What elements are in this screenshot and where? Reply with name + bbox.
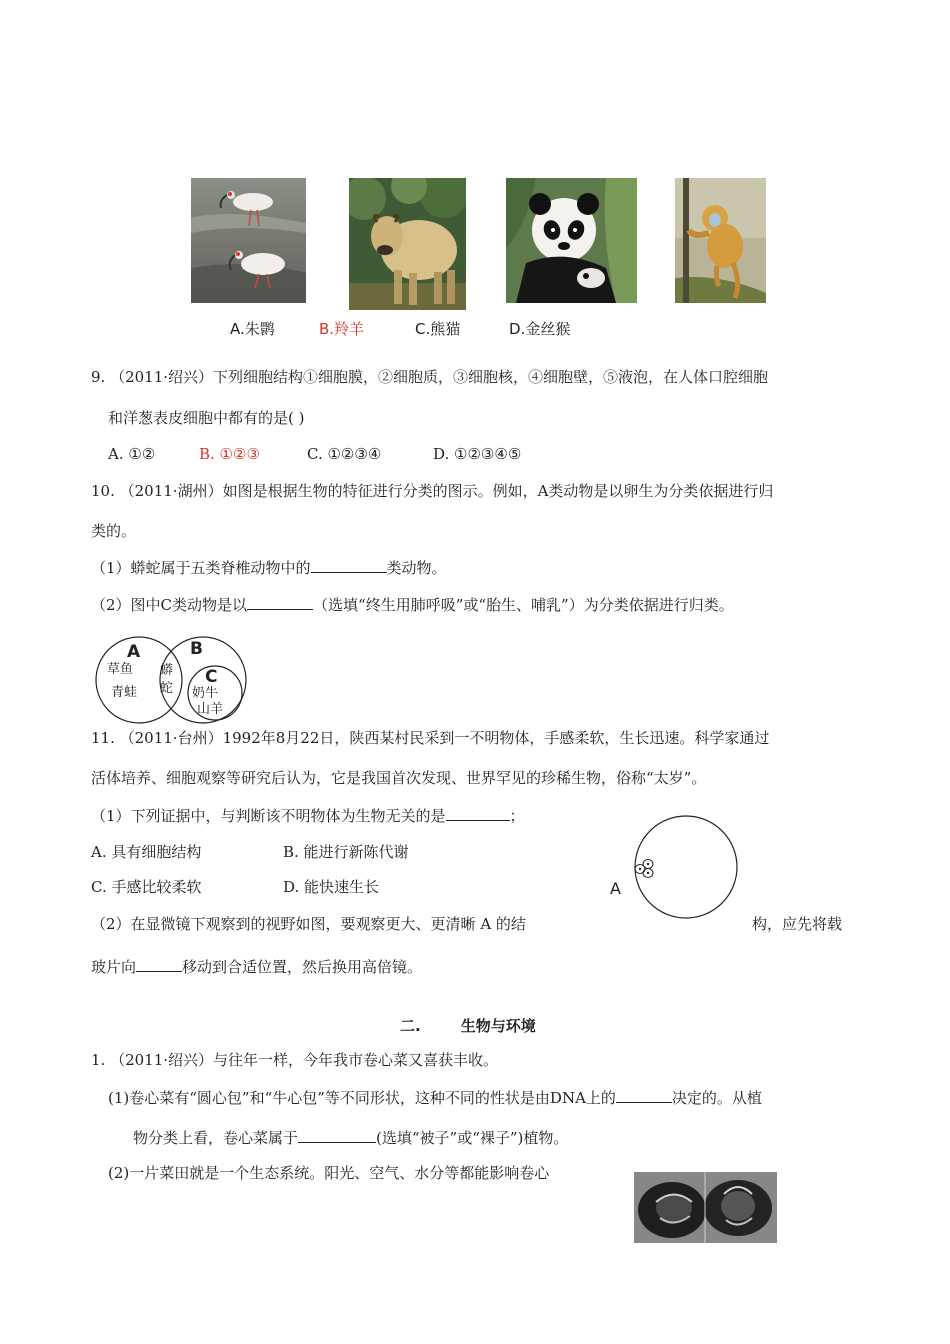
q11-stem-line1: 11. （2011·台州）1992年8月22日，陕西某村民采到一不明物体，手感柔软，生长迅速。科学家通过 [91, 729, 770, 747]
venn-label-b: B [190, 639, 203, 659]
q11-option-c: C. 手感比较柔软 [91, 878, 202, 896]
section2-heading [400, 1016, 536, 1036]
photo-cabbage [634, 1172, 777, 1243]
q9-option-a: A. ①② [108, 445, 156, 463]
s2q1-sub2: (2)一片菜田就是一个生态系统。阳光、空气、水分等都能影响卷心 [108, 1164, 550, 1182]
q10-stem-line1: 10. （2011·湖州）如图是根据生物的特征进行分类的图示。例如，A类动物是以卵生为分类依据进行归 [91, 482, 774, 500]
section2-number: 二. [400, 1017, 421, 1035]
q11-option-b: B. 能进行新陈代谢 [283, 843, 409, 861]
venn-label-c: C [205, 667, 218, 687]
s2q1-sub1-prefix: (1)卷心菜有“圆心包”和“牛心包”等不同形状，这种不同的性状是由DNA上的 [108, 1089, 616, 1107]
field-circle [635, 816, 737, 918]
q10-sub1 [91, 557, 447, 578]
q9-stem-line2: 和洋葱表皮细胞中都有的是( ) [108, 409, 305, 427]
q11-option-d: D. 能快速生长 [283, 878, 380, 896]
microscope-field-diagram [604, 812, 739, 924]
s2q1-sub1-blank[interactable] [616, 1087, 672, 1103]
q10-sub2 [91, 594, 734, 615]
s2q1-sub1-line2 [133, 1127, 568, 1148]
photo-golden-monkey [675, 178, 766, 303]
q10-sub2-prefix: （2）图中C类动物是以 [91, 596, 248, 614]
q11-sub1-prefix: （1）下列证据中，与判断该不明物体为生物无关的是 [91, 807, 446, 825]
q11-sub2-right: 构，应先将载 [752, 915, 843, 933]
q11-option-a: A. 具有细胞结构 [91, 843, 202, 861]
q9-option-d: D. ①②③④⑤ [433, 445, 522, 463]
photo-takin [349, 178, 466, 310]
s2q1-sub1b-blank[interactable] [298, 1127, 376, 1143]
q11-sub1-suffix: ； [509, 807, 525, 825]
q11-sub1 [91, 805, 525, 826]
q11-sub2-suffix: 移动到合适位置，然后换用高倍镜。 [182, 958, 423, 976]
venn-a-item1: 草鱼 [107, 662, 134, 677]
caption-a: A.朱鹮 [230, 320, 275, 338]
field-label-a: A [610, 879, 621, 898]
q9-option-b: B. ①②③ [199, 445, 260, 463]
q10-sub1-blank[interactable] [311, 557, 387, 573]
q11-stem-line2: 活体培养、细胞观察等研究后认为，它是我国首次发现、世界罕见的珍稀生物，俗称“太岁”。 [91, 769, 707, 787]
q11-sub2-prefix: 玻片向 [91, 958, 137, 976]
s2q1-stem: 1. （2011·绍兴）与往年一样，今年我市卷心菜又喜获丰收。 [91, 1051, 499, 1069]
caption-b: B.羚羊 [319, 320, 365, 338]
photo-crested-ibis [191, 178, 306, 303]
q10-sub2-suffix: （选填“终生用肺呼吸”或“胎生、哺乳”）为分类依据进行归类。 [313, 596, 734, 614]
venn-ab-item2: 蛇 [160, 681, 174, 696]
venn-c-item1: 奶牛 [192, 686, 219, 701]
photo-panda [506, 178, 637, 303]
venn-c-item2: 山羊 [197, 702, 224, 717]
q11-sub2-left: （2）在显微镜下观察到的视野如图，要观察更大、更清晰 A 的结 [91, 915, 526, 933]
venn-ab-item1: 蟒 [160, 663, 174, 678]
venn-diagram [91, 635, 251, 725]
s2q1-sub1-suffix: 决定的。从植 [671, 1089, 762, 1107]
venn-a-item2: 青蛙 [111, 685, 138, 700]
q10-sub1-prefix: （1）蟒蛇属于五类脊椎动物中的 [91, 559, 311, 577]
q10-stem-line2: 类的。 [91, 522, 137, 540]
q11-sub1-blank[interactable] [446, 805, 510, 821]
q10-sub1-suffix: 类动物。 [386, 559, 447, 577]
q9-stem-line1: 9. （2011·绍兴）下列细胞结构①细胞膜，②细胞质，③细胞核，④细胞壁，⑤液泡，在人体口腔细胞 [91, 368, 769, 386]
q11-sub2-blank[interactable] [136, 956, 182, 972]
s2q1-sub1 [108, 1087, 762, 1108]
caption-c: C.熊猫 [415, 320, 461, 338]
section2-title: 生物与环境 [460, 1017, 536, 1035]
venn-label-a: A [127, 642, 141, 662]
s2q1-sub1b-prefix: 物分类上看，卷心菜属于 [133, 1129, 299, 1147]
q9-option-c: C. ①②③④ [307, 445, 382, 463]
s2q1-sub1b-suffix: (选填“被子”或“裸子”)植物。 [376, 1129, 569, 1147]
caption-d: D.金丝猴 [509, 320, 571, 338]
q11-sub2-line2 [91, 956, 422, 977]
q10-sub2-blank[interactable] [247, 594, 313, 610]
